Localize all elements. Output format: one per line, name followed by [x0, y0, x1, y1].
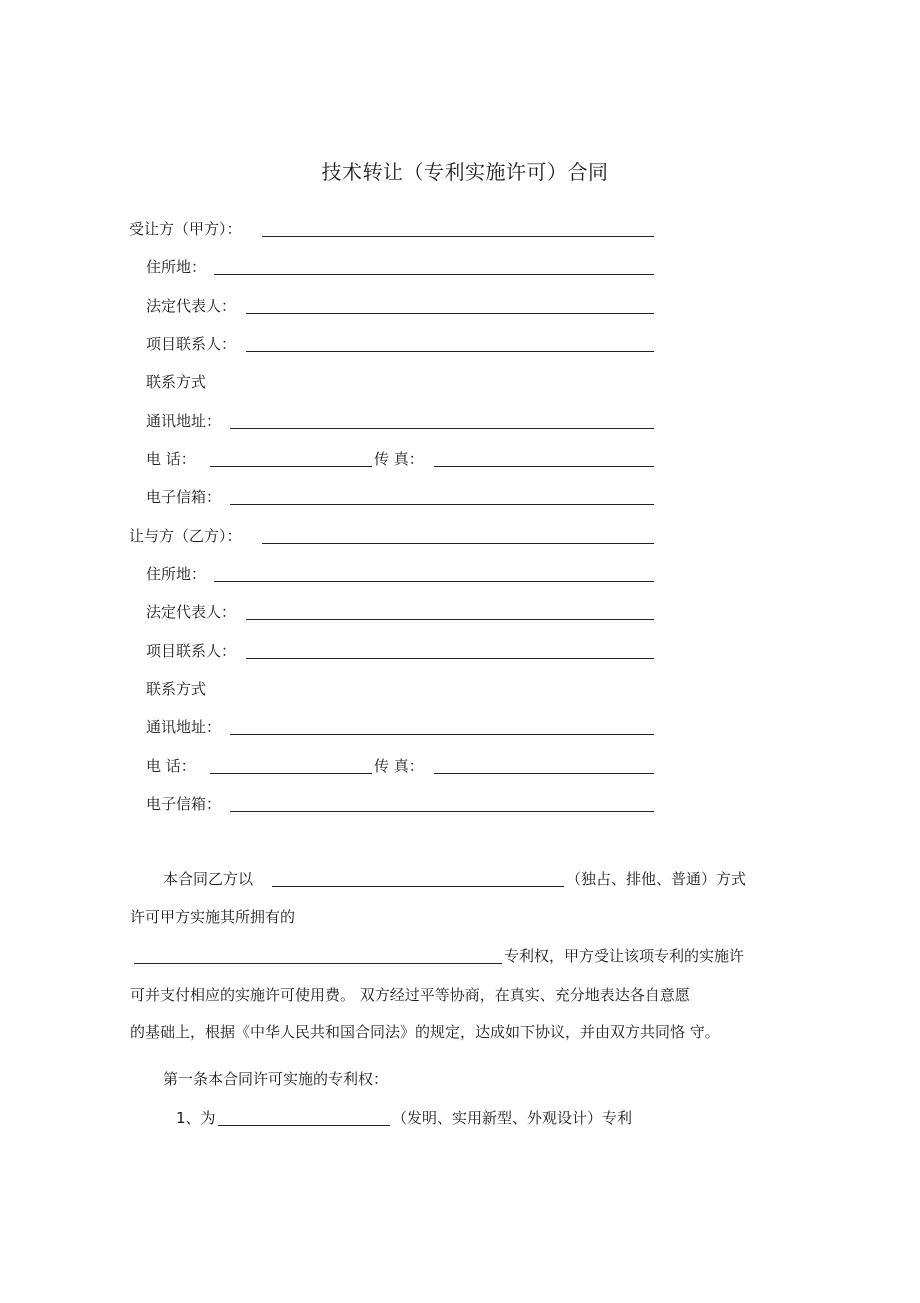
party-b-fax-label: 传 真： [374, 757, 424, 775]
body-p1-line2: 许可甲方实施其所拥有的 [130, 908, 296, 926]
party-a-contact-person-blank[interactable] [246, 351, 654, 352]
patent-name-blank[interactable] [134, 963, 502, 964]
party-a-email-blank[interactable] [230, 504, 654, 505]
party-a-rep-blank[interactable] [246, 313, 654, 314]
party-a-fax-blank[interactable] [434, 466, 654, 467]
license-mode-blank[interactable] [272, 886, 564, 887]
party-a-phone-label: 电 话： [146, 450, 196, 468]
party-a-heading: 受让方（甲方）： [129, 220, 242, 238]
party-a-contact-person-label: 项目联系人： [146, 335, 237, 353]
party-a-contact-method-label: 联系方式 [146, 373, 207, 391]
body-p1-line5: 的基础上，根据《中华人民共和国合同法》的规定，达成如下协议，并由双方共同恪 守。 [130, 1023, 720, 1041]
party-b-name-blank[interactable] [262, 543, 654, 544]
party-b-contact-method-label: 联系方式 [146, 680, 207, 698]
document-title: 技术转让（专利实施许可）合同 [321, 160, 609, 184]
party-b-address-blank[interactable] [214, 581, 654, 582]
party-b-email-blank[interactable] [230, 811, 654, 812]
party-b-heading: 让与方（乙方）： [129, 527, 242, 545]
party-b-phone-blank[interactable] [210, 773, 372, 774]
party-a-fax-label: 传 真： [374, 450, 424, 468]
party-a-phone-blank[interactable] [210, 466, 372, 467]
party-a-mail-address-label: 通讯地址： [146, 412, 222, 430]
party-a-mail-address-blank[interactable] [230, 428, 654, 429]
article-1-heading: 第一条本合同许可实施的专利权： [163, 1070, 389, 1088]
party-a-address-label: 住所地： [146, 258, 207, 276]
party-b-fax-blank[interactable] [434, 773, 654, 774]
patent-type-blank[interactable] [218, 1125, 390, 1126]
party-b-mail-address-label: 通讯地址： [146, 718, 222, 736]
party-a-name-blank[interactable] [262, 236, 654, 237]
party-b-contact-person-blank[interactable] [246, 658, 654, 659]
party-b-rep-label: 法定代表人： [146, 603, 237, 621]
body-p1-mode: （独占、排他、普通）方式 [566, 870, 747, 888]
party-b-email-label: 电子信箱： [146, 795, 222, 813]
body-p1-start: 本合同乙方以 [163, 870, 254, 888]
item-1-suffix: （发明、实用新型、外观设计）专利 [392, 1109, 633, 1127]
party-b-phone-label: 电 话： [146, 757, 196, 775]
party-a-address-blank[interactable] [214, 274, 654, 275]
body-p1-line4: 可并支付相应的实施许可使用费。 双方经过平等协商，在真实、充分地表达各自意愿 [130, 986, 690, 1004]
party-b-contact-person-label: 项目联系人： [146, 642, 237, 660]
item-1-prefix: 1、为 [176, 1109, 216, 1127]
party-b-rep-blank[interactable] [246, 619, 654, 620]
party-b-mail-address-blank[interactable] [230, 734, 654, 735]
body-p1-patent: 专利权，甲方受让该项专利的实施许 [504, 947, 745, 965]
party-a-rep-label: 法定代表人： [146, 297, 237, 315]
party-b-address-label: 住所地： [146, 565, 207, 583]
party-a-email-label: 电子信箱： [146, 488, 222, 506]
